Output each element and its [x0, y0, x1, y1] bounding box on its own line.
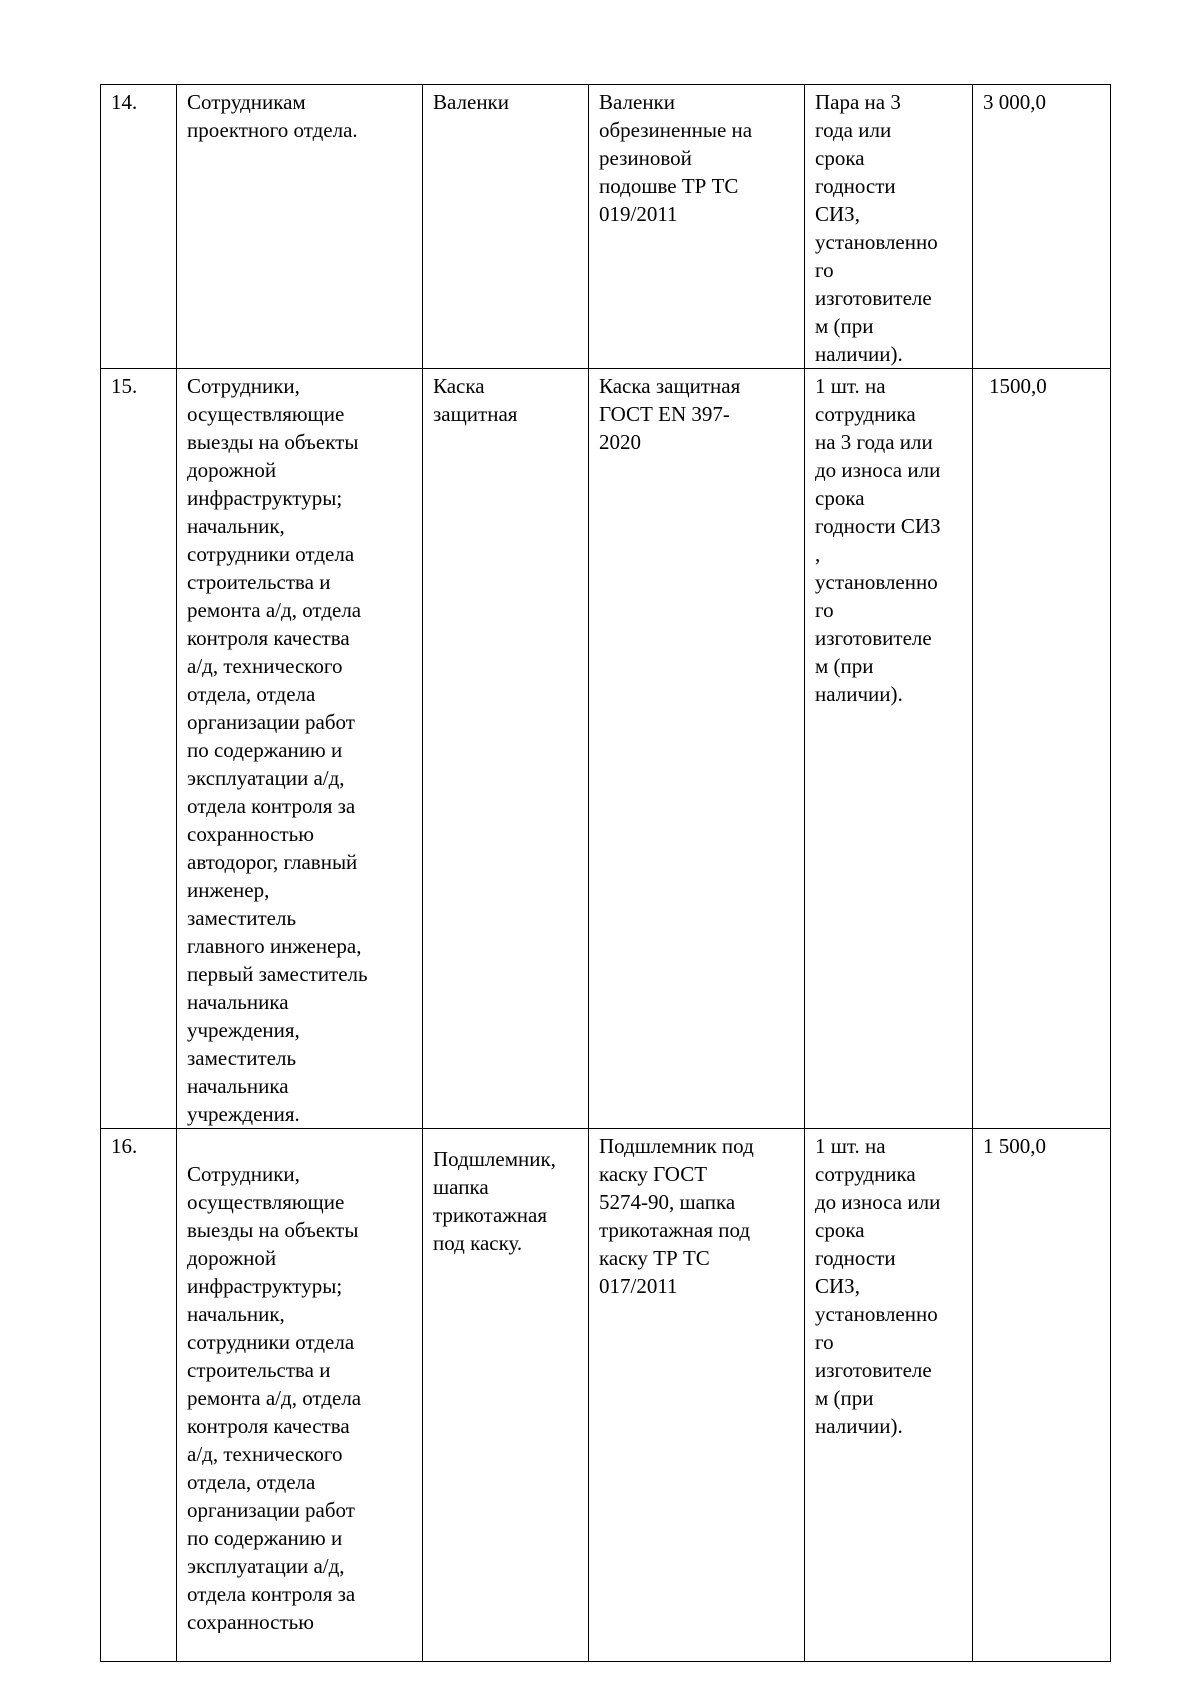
issue-norm-cell: 1 шт. на сотрудника до износа или срока годности СИЗ, установленно го изготовителе м (при наличии). — [805, 1129, 973, 1662]
table-row — [101, 369, 1111, 1129]
row-number: 15. — [101, 369, 177, 1129]
price-cell: 1500,0 — [973, 369, 1111, 1129]
price-cell: 3 000,0 — [973, 85, 1111, 369]
specification-cell: Подшлемник под каску ГОСТ 5274-90, шапка трикотажная под каску ТР ТС 017/2011 — [589, 1129, 805, 1662]
recipients-cell — [177, 1129, 423, 1662]
price-cell: 1 500,0 — [973, 1129, 1111, 1662]
item-name-cell: Валенки — [423, 85, 589, 369]
row-number: 14. — [101, 85, 177, 369]
table-row — [101, 1129, 1111, 1662]
issue-norm-cell: Пара на 3 года или срока годности СИЗ, установленно го изготовителе м (при наличии). — [805, 85, 973, 369]
specification-cell: Каска защитная ГОСТ EN 397- 2020 — [589, 369, 805, 1129]
table-row — [101, 85, 1111, 369]
specification-cell: Валенки обрезиненные на резиновой подошве ТР ТС 019/2011 — [589, 85, 805, 369]
recipients-cell: Сотрудники, осуществляющие выезды на объекты дорожной инфраструктуры; начальник, сотрудники отдела строительства и ремонта а/д, отдела контроля качества а/д, технического отдела, отдела организации работ по содержанию и эксплуатации а/д, отдела контроля за сохранностью автодорог, главный инженер, заместитель главного инженера, первый заместитель начальника учреждения, заместитель начальника учреждения. — [177, 369, 423, 1129]
item-name-cell: Подшлемник, шапка трикотажная под каску. — [423, 1129, 589, 1662]
issue-norm-cell: 1 шт. на сотрудника на 3 года или до износа или срока годности СИЗ , установленно го изготовителе м (при наличии). — [805, 369, 973, 1129]
row-number: 16. — [101, 1129, 177, 1662]
recipients-text: Сотрудники, осуществляющие выезды на объекты дорожной инфраструктуры; начальник, сотрудники отдела строительства и ремонта а/д, отдела контроля качества а/д, технического отдела, отдела организации работ по содержанию и эксплуатации а/д, отдела контроля за сохранностью — [187, 1162, 362, 1633]
ppe-norms-table — [100, 84, 1111, 1662]
item-name-cell: Каска защитная — [423, 369, 589, 1129]
recipients-cell: Сотрудникам проектного отдела. — [177, 85, 423, 369]
